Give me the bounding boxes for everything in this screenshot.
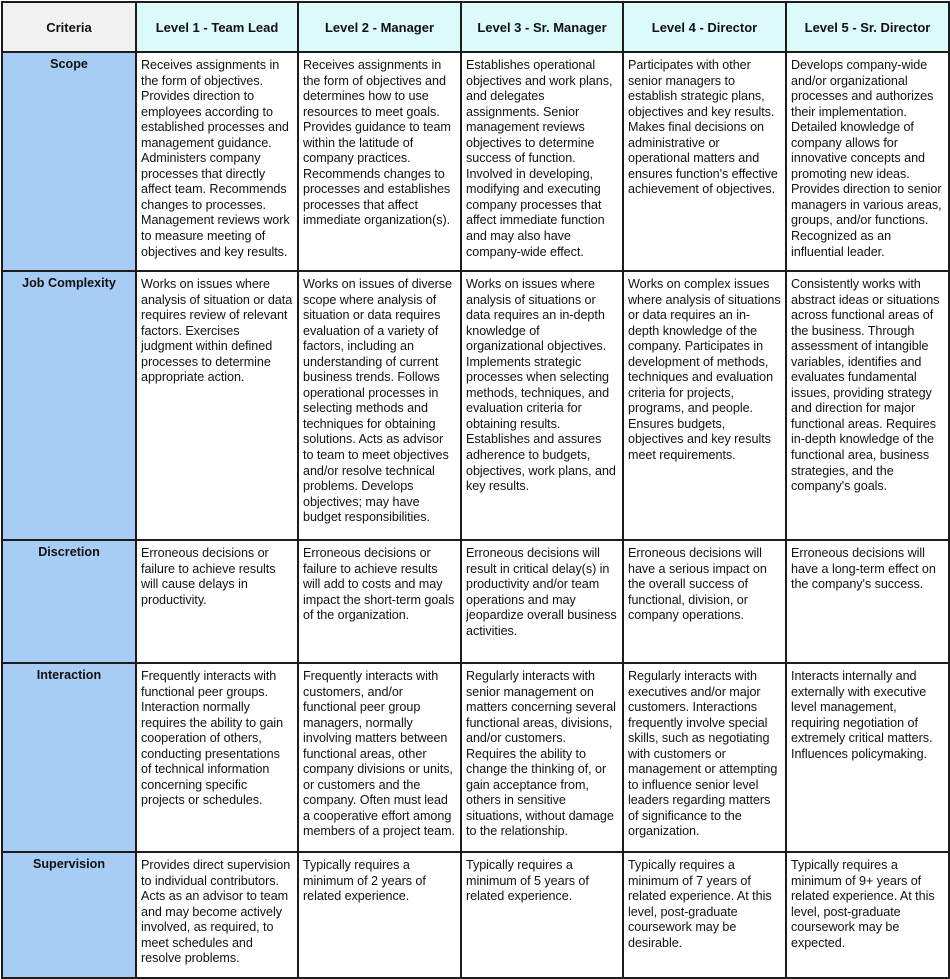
- supervision-level-4: Typically requires a minimum of 7 years of related experience. At this level, post-graduate coursework may be desirable.: [623, 852, 786, 978]
- header-level-5: Level 5 - Sr. Director: [786, 2, 949, 52]
- header-level-2: Level 2 - Manager: [298, 2, 461, 52]
- job-complexity-level-2: Works on issues of diverse scope where analysis of situation or data requires evaluation of a variety of factors, including an understanding of current business trends. Follows operational processes in selecting methods and techniques for obtaining solutions. Acts as advisor to team to meet objectives and/or resolve technical problems. Develops objectives; may have budget responsibilities.: [298, 271, 461, 540]
- job-levels-table: [1, 1, 950, 979]
- header-level-3: Level 3 - Sr. Manager: [461, 2, 623, 52]
- scope-level-4: Participates with other senior managers to establish strategic plans, objectives and key results. Makes final decisions on administrative or operational matters and ensures function's effective achievement of objectives.: [623, 52, 786, 271]
- job-complexity-level-1: Works on issues where analysis of situation or data requires review of relevant factors. Exercises judgment within defined processes to determine appropriate action.: [136, 271, 298, 540]
- interaction-level-1: Frequently interacts with functional peer groups. Interaction normally requires the ability to gain cooperation of others, conducting presentations of technical information concerning specific projects or schedules.: [136, 663, 298, 852]
- discretion-level-3: Erroneous decisions will result in critical delay(s) in productivity and/or team operations and may jeopardize overall business activities.: [461, 540, 623, 663]
- criteria-interaction: Interaction: [2, 663, 136, 852]
- scope-level-5: Develops company-wide and/or organizational processes and authorizes their implementation. Detailed knowledge of company allows for innovative concepts and promoting new ideas. Provides direction to senior managers in various areas, groups, and/or functions. Recognized as an influential leader.: [786, 52, 949, 271]
- interaction-level-2: Frequently interacts with customers, and/or functional peer group managers, normally involving matters between functional areas, other company divisions or units, or customers and the company. Often must lead a cooperative effort among members of a project team.: [298, 663, 461, 852]
- supervision-level-2: Typically requires a minimum of 2 years of related experience.: [298, 852, 461, 978]
- job-complexity-level-5: Consistently works with abstract ideas or situations across functional areas of the business. Through assessment of intangible variables, identifies and evaluates fundamental issues, providing strategy and direction for major functional areas. Requires in-depth knowledge of the functional area, business strategies, and the company's goals.: [786, 271, 949, 540]
- supervision-level-5: Typically requires a minimum of 9+ years of related experience. At this level, post-graduate coursework may be expected.: [786, 852, 949, 978]
- criteria-job-complexity: Job Complexity: [2, 271, 136, 540]
- supervision-level-3: Typically requires a minimum of 5 years of related experience.: [461, 852, 623, 978]
- header-row: [2, 2, 949, 52]
- row-job-complexity: [2, 271, 949, 540]
- row-scope: [2, 52, 949, 271]
- discretion-level-2: Erroneous decisions or failure to achieve results will add to costs and may impact the short-term goals of the organization.: [298, 540, 461, 663]
- interaction-level-3: Regularly interacts with senior management on matters concerning several functional areas, divisions, and/or customers. Requires the ability to change the thinking of, or gain acceptance from, others in sensitive situations, without damage to the relationship.: [461, 663, 623, 852]
- job-complexity-level-4: Works on complex issues where analysis of situations or data requires an in-depth knowledge of the company. Participates in development of methods, techniques and evaluation criteria for projects, programs, and people. Ensures budgets, objectives and key results meet requirements.: [623, 271, 786, 540]
- row-supervision: [2, 852, 949, 978]
- interaction-level-4: Regularly interacts with executives and/or major customers. Interactions frequently involve special skills, such as negotiating with customers or management or attempting to influence senior level leaders regarding matters of significance to the organization.: [623, 663, 786, 852]
- job-complexity-level-3: Works on issues where analysis of situations or data requires an in-depth knowledge of organizational objectives. Implements strategic processes when selecting methods, techniques, and evaluation criteria for obtaining results. Establishes and assures adherence to budgets, objectives, work plans, and key results.: [461, 271, 623, 540]
- interaction-level-5: Interacts internally and externally with executive level management, requiring negotiation of extremely critical matters. Influences policymaking.: [786, 663, 949, 852]
- row-interaction: [2, 663, 949, 852]
- supervision-level-1: Provides direct supervision to individual contributors. Acts as an advisor to team and may become actively involved, as required, to meet schedules and resolve problems.: [136, 852, 298, 978]
- header-level-4: Level 4 - Director: [623, 2, 786, 52]
- criteria-scope: Scope: [2, 52, 136, 271]
- row-discretion: [2, 540, 949, 663]
- scope-level-2: Receives assignments in the form of objectives and determines how to use resources to meet goals. Provides guidance to team within the latitude of company practices. Recommends changes to processes and establishes processes that affect immediate organization(s).: [298, 52, 461, 271]
- discretion-level-4: Erroneous decisions will have a serious impact on the overall success of functional, division, or company operations.: [623, 540, 786, 663]
- criteria-discretion: Discretion: [2, 540, 136, 663]
- discretion-level-5: Erroneous decisions will have a long-term effect on the company's success.: [786, 540, 949, 663]
- scope-level-1: Receives assignments in the form of objectives. Provides direction to employees according to established processes and management guidance. Administers company processes that directly affect team. Recommends changes to processes. Management reviews work to measure meeting of objectives and key results.: [136, 52, 298, 271]
- discretion-level-1: Erroneous decisions or failure to achieve results will cause delays in productivity.: [136, 540, 298, 663]
- criteria-supervision: Supervision: [2, 852, 136, 978]
- scope-level-3: Establishes operational objectives and work plans, and delegates assignments. Senior management reviews objectives to determine success of function. Involved in developing, modifying and executing company processes that affect immediate function and may also have company-wide effect.: [461, 52, 623, 271]
- header-criteria: Criteria: [2, 2, 136, 52]
- header-level-1: Level 1 - Team Lead: [136, 2, 298, 52]
